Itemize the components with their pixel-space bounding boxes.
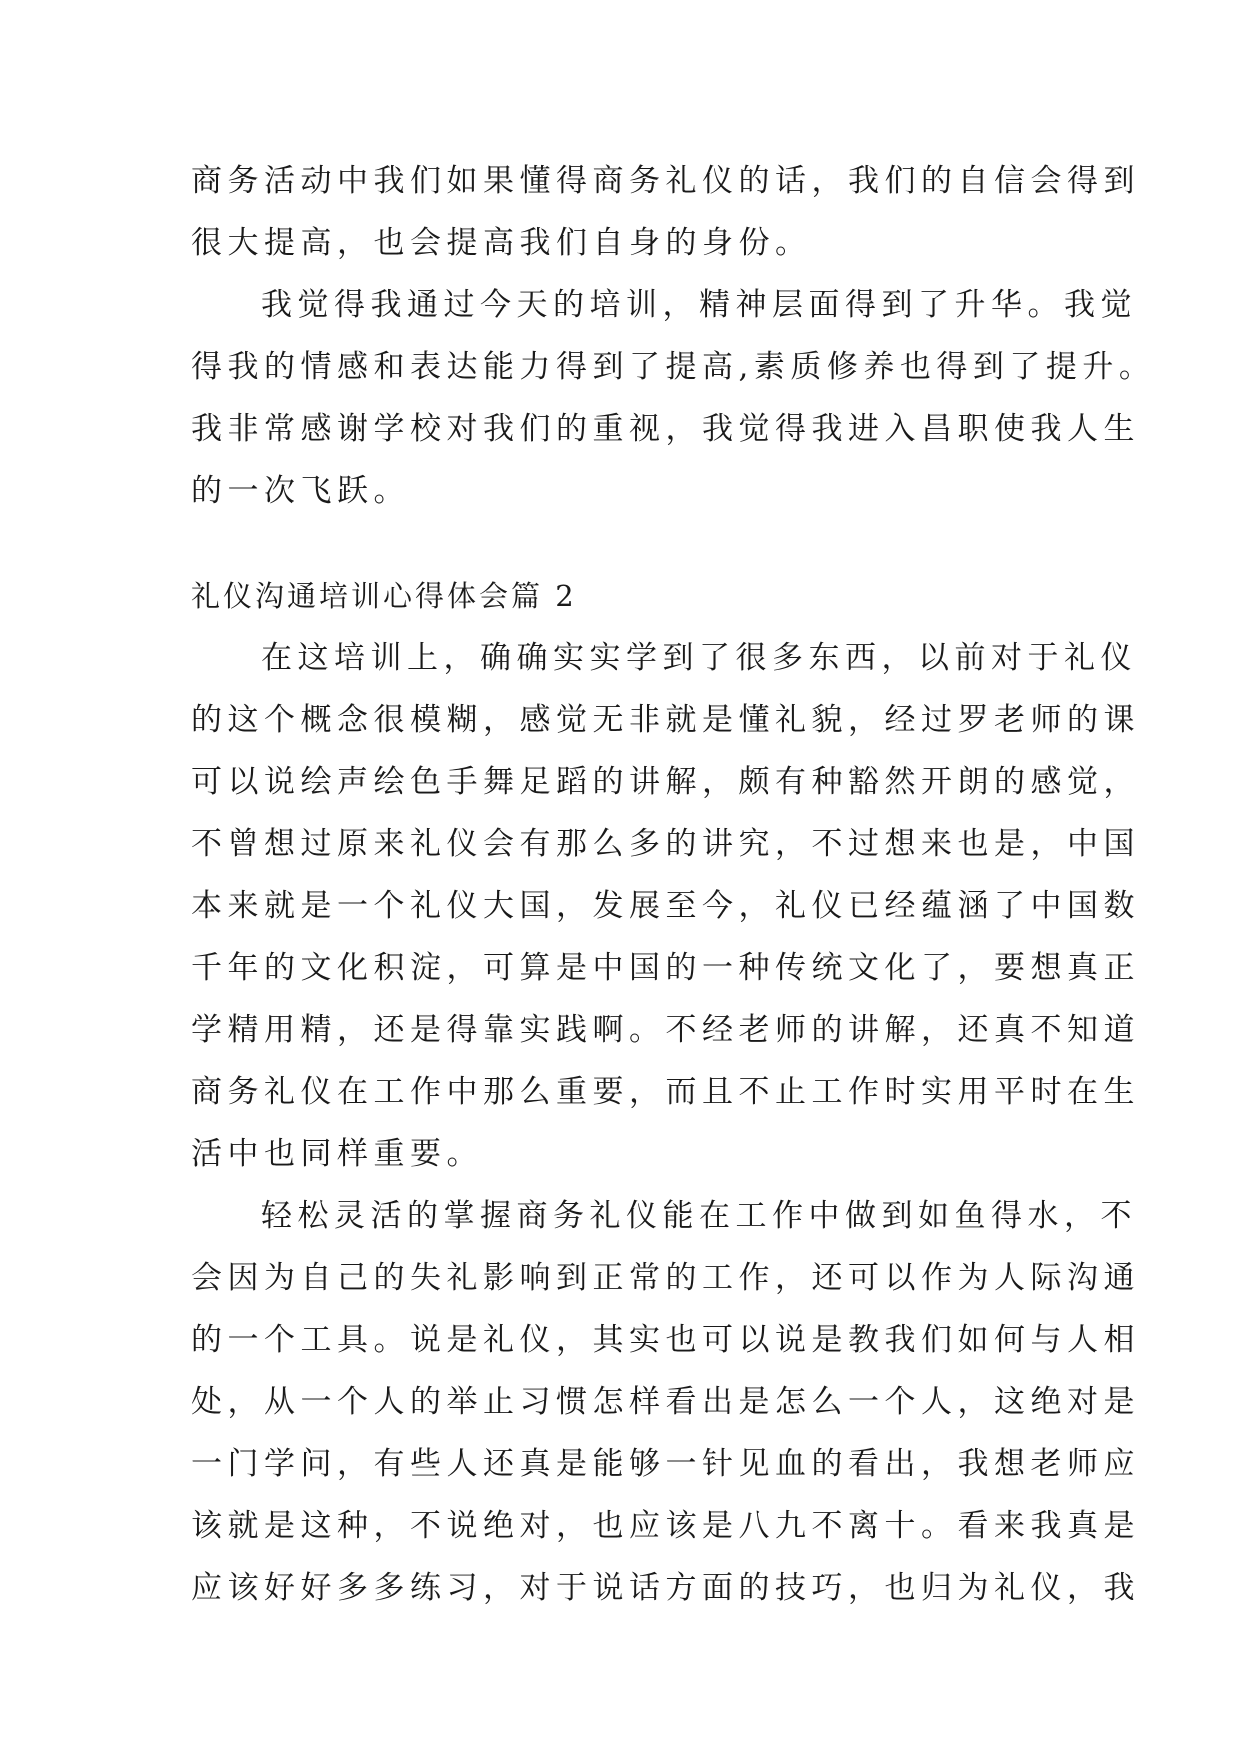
text-line: 我非常感谢学校对我们的重视，我觉得我进入昌职使我人生 — [191, 411, 1140, 447]
text-line: 千年的文化积淀，可算是中国的一种传统文化了，要想真正 — [191, 950, 1140, 986]
text-line: 商务活动中我们如果懂得商务礼仪的话，我们的自信会得到 — [191, 163, 1140, 199]
section-heading: 礼仪沟通培训心得体会篇 2 — [191, 579, 577, 613]
text-line: 该就是这种，不说绝对，也应该是八九不离十。看来我真是 — [191, 1508, 1140, 1544]
text-line: 的一次飞跃。 — [191, 473, 410, 509]
text-line: 很大提高，也会提高我们自身的身份。 — [191, 225, 812, 261]
text-line: 我觉得我通过今天的培训，精神层面得到了升华。我觉 — [261, 287, 1137, 323]
paragraph-group-1 — [191, 150, 1156, 522]
text-line: 会因为自己的失礼影响到正常的工作，还可以作为人际沟通 — [191, 1260, 1140, 1296]
text-line: 处，从一个人的举止习惯怎样看出是怎么一个人，这绝对是 — [191, 1384, 1140, 1420]
text-line: 的这个概念很模糊，感觉无非就是懂礼貌，经过罗老师的课 — [191, 702, 1140, 738]
text-line: 应该好好多多练习，对于说话方面的技巧，也归为礼仪，我 — [191, 1570, 1140, 1606]
text-line: 本来就是一个礼仪大国，发展至今，礼仪已经蕴涵了中国数 — [191, 888, 1140, 924]
text-line: 学精用精，还是得靠实践啊。不经老师的讲解，还真不知道 — [191, 1012, 1140, 1048]
text-line: 轻松灵活的掌握商务礼仪能在工作中做到如鱼得水，不 — [261, 1198, 1137, 1234]
paragraph-group-2 — [191, 627, 1140, 1619]
text-line: 不曾想过原来礼仪会有那么多的讲究，不过想来也是，中国 — [191, 826, 1140, 862]
text-line: 商务礼仪在工作中那么重要，而且不止工作时实用平时在生 — [191, 1074, 1140, 1110]
text-line: 一门学问，有些人还真是能够一针见血的看出，我想老师应 — [191, 1446, 1140, 1482]
text-line: 在这培训上，确确实实学到了很多东西，以前对于礼仪 — [261, 640, 1137, 676]
text-line: 的一个工具。说是礼仪，其实也可以说是教我们如何与人相 — [191, 1322, 1140, 1358]
text-line: 活中也同样重要。 — [191, 1136, 483, 1172]
text-line: 得我的情感和表达能力得到了提高,素质修养也得到了提升。 — [191, 349, 1156, 385]
text-line: 可以说绘声绘色手舞足蹈的讲解，颇有种豁然开朗的感觉， — [191, 764, 1140, 800]
